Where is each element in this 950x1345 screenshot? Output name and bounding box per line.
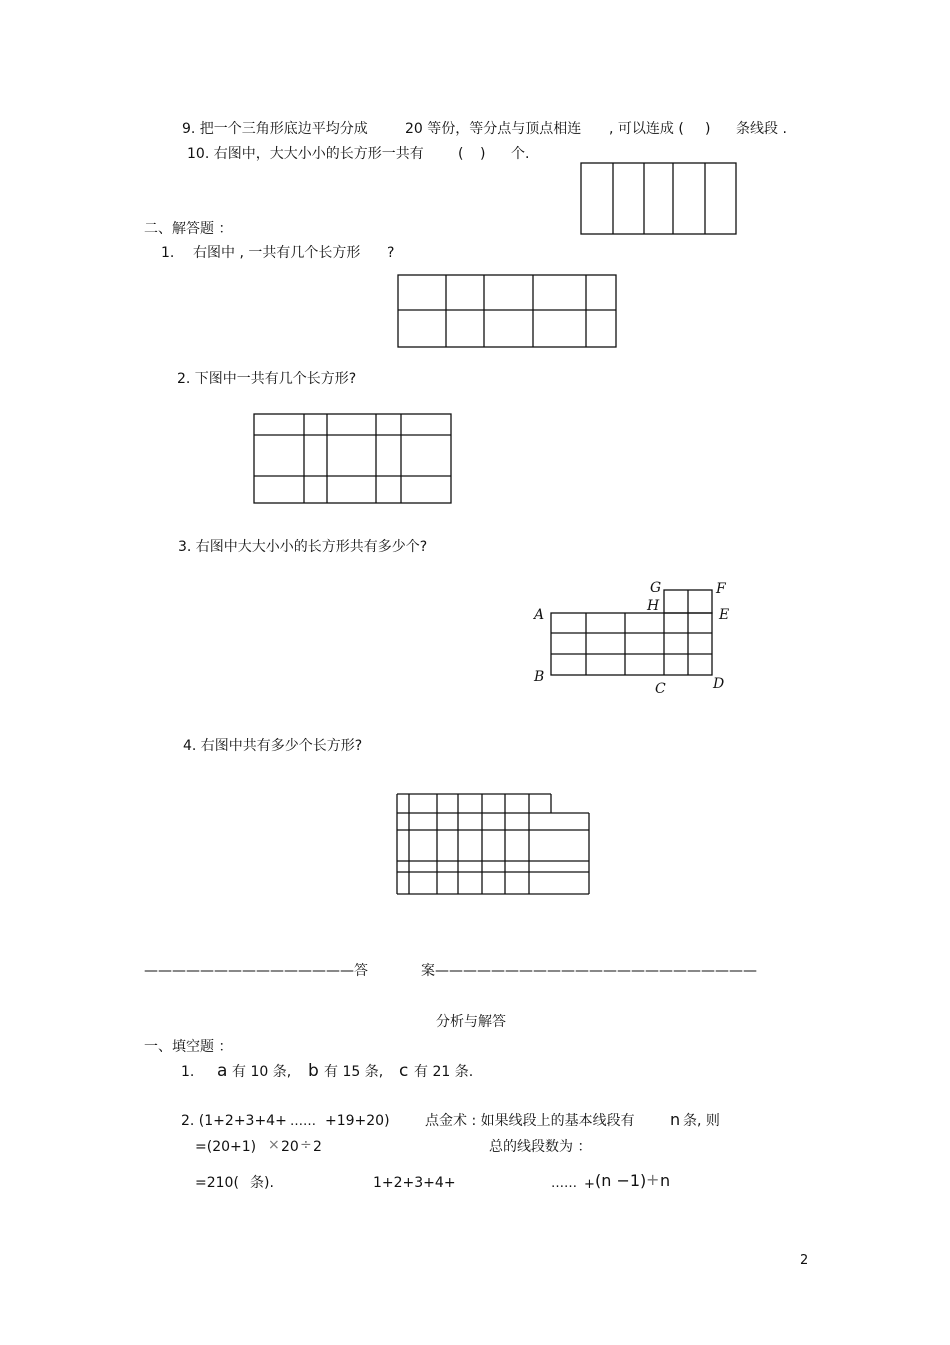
a2-times: × [268, 1137, 280, 1153]
analysis-title: 分析与解答 [436, 1014, 506, 1030]
page-number: 2 [800, 1253, 809, 1268]
s2-q1-text: 右图中 , 一共有几个长方形 [193, 245, 361, 261]
label-d: D [713, 676, 725, 692]
a2-line3a: =210( [195, 1175, 239, 1191]
a2-line2a: =(20+1) [195, 1139, 257, 1155]
s2-q1-figure [397, 274, 618, 349]
q9-text-1: 9. 把一个三角形底边平均分成 [182, 121, 368, 137]
a2-line2b: 20 [281, 1139, 299, 1155]
a2-line3b: 条). [250, 1175, 274, 1191]
q9-text-3: , 可以连成 ( [609, 121, 684, 137]
s2-q3-figure [530, 578, 740, 698]
q10-paren-close: ) [480, 146, 486, 162]
a2-formula-plus2: + [646, 1170, 660, 1189]
s2-q2-figure [253, 413, 453, 505]
q10-figure [580, 162, 738, 236]
a2-line1b: +19+20) [325, 1113, 390, 1129]
a2-tip2: 总的线段数为 ： [489, 1139, 592, 1155]
label-e: E [719, 607, 730, 623]
a2-line1: 2. (1+2+3+4+ [181, 1113, 287, 1129]
s2-q4-text: 4. 右图中共有多少个长方形? [183, 738, 363, 754]
a2-formula-n: n [660, 1171, 671, 1190]
a2-divide: ÷ [300, 1137, 312, 1153]
q10-text-1: 10. 右图中，大大小小的长方形一共有 [187, 146, 424, 162]
a2-formula-plus: + [584, 1177, 595, 1192]
q9-text-4: ) [705, 121, 711, 137]
a1-text-b: 有 15 条, [324, 1064, 384, 1080]
s2-q3-text: 3. 右图中大大小小的长方形共有多少个? [178, 539, 428, 555]
q9-text-5: 条线段 . [736, 121, 787, 137]
a2-formula1: 1+2+3+4+ [373, 1175, 456, 1191]
a1-var-b: b [308, 1061, 319, 1081]
a2-tip-n: n [670, 1110, 681, 1129]
a2-formula-dots: …… [551, 1176, 577, 1191]
label-a: A [534, 607, 545, 623]
q9-text-2: 20 等份，等分点与顶点相连 [405, 121, 582, 137]
label-b: B [534, 669, 545, 685]
s2-q4-figure [396, 793, 592, 897]
a1-var-a: a [217, 1061, 228, 1081]
s2-q1-number: 1. [161, 245, 175, 261]
a2-tip: 点金术 : 如果线段上的基本线段有 [425, 1113, 635, 1129]
s2-q1-mark: ? [387, 245, 395, 261]
label-h: H [647, 598, 660, 614]
a1-var-c: c [399, 1061, 409, 1081]
a2-dots1: …… [290, 1114, 316, 1129]
q10-paren-open: ( [458, 146, 464, 162]
label-c: C [655, 681, 666, 697]
q10-text-4: 个. [511, 146, 530, 162]
a1-number: 1. [181, 1064, 195, 1080]
section2-heading: 二、解答题 ： [144, 221, 233, 237]
a1-text-a: 有 10 条, [232, 1064, 292, 1080]
a2-tip-end: 条, 则 [683, 1113, 720, 1129]
label-f: F [716, 581, 726, 597]
analysis-heading: 一、填空题 ： [144, 1039, 233, 1055]
answer-divider-left: ———————————————答 [144, 963, 368, 979]
a2-formula2: (n −1) [595, 1171, 647, 1190]
a1-text-c: 有 21 条. [414, 1064, 474, 1080]
label-g: G [650, 580, 662, 596]
s2-q2-text: 2. 下图中一共有几个长方形? [177, 371, 357, 387]
a2-line2c: 2 [313, 1139, 322, 1155]
answer-divider-right: 案——————————————————————— [421, 963, 757, 979]
